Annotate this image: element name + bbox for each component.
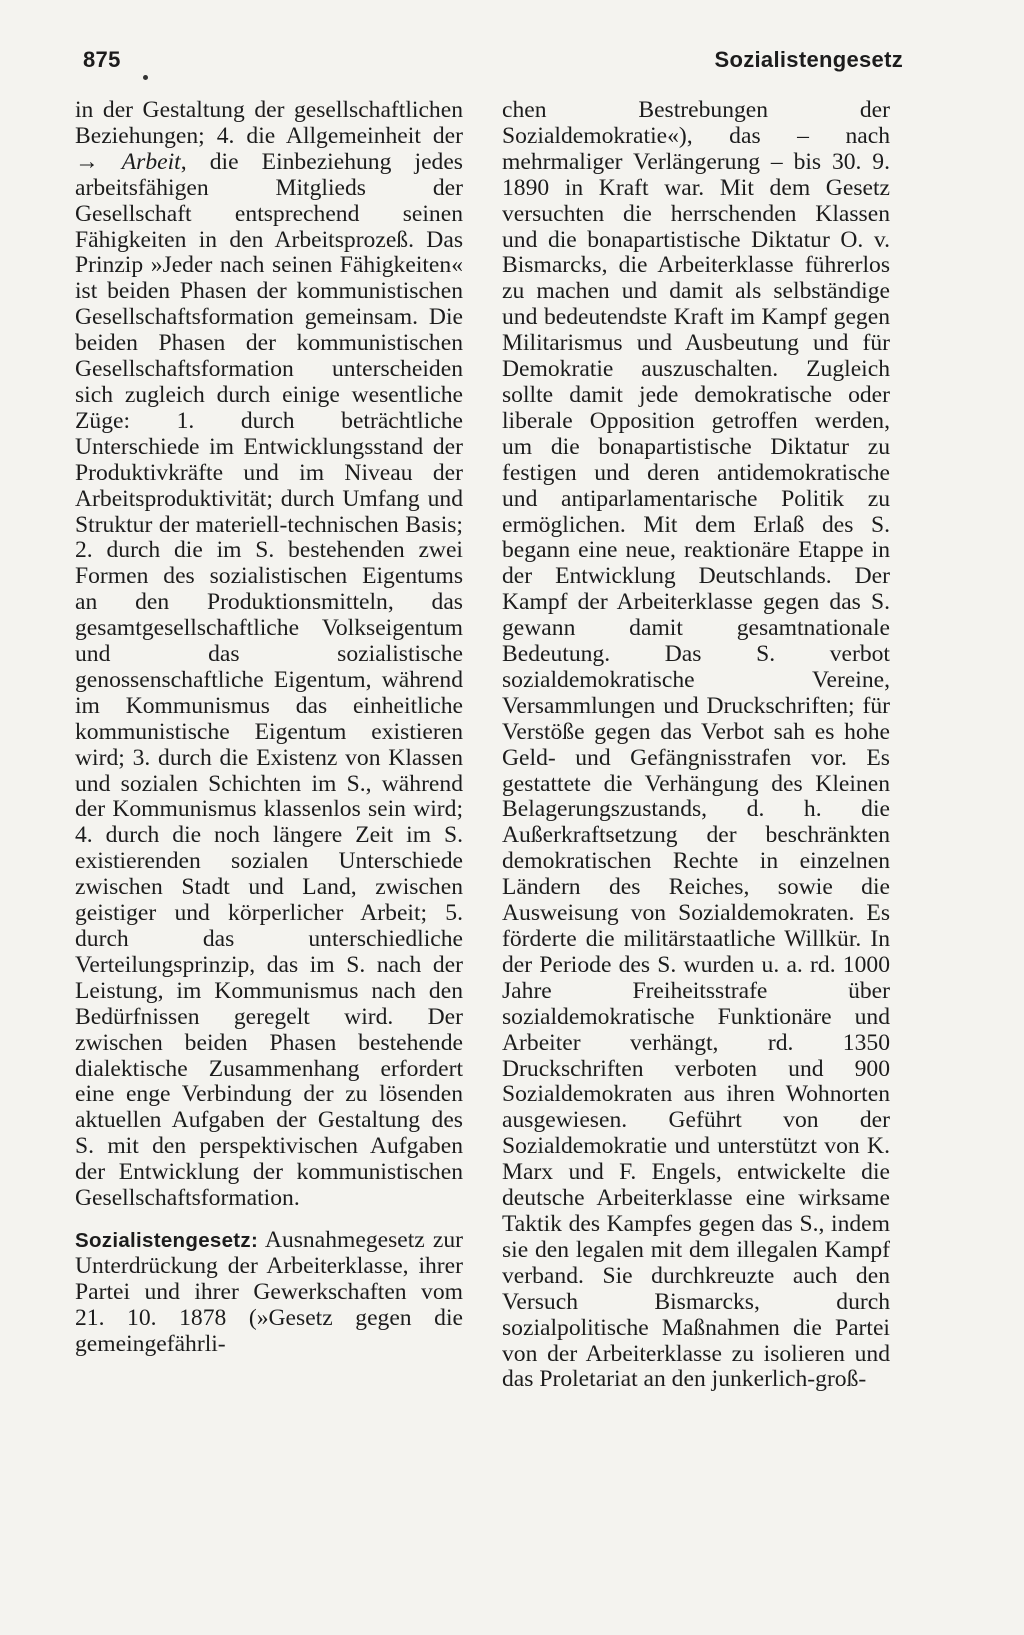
- cross-reference-arrow: →: [75, 148, 99, 175]
- running-title: Sozialistengesetz: [714, 47, 903, 72]
- entry-headword: Sozialistengesetz:: [75, 1228, 259, 1252]
- dictionary-entry: [75, 1228, 463, 1358]
- page-number: 875: [83, 47, 121, 72]
- entry-text: Ausnahmegesetz zur Unterdrückung der Arbeiterklasse, ihrer Partei und ihrer Gewerkschaften vom 21. 10. 1878 (»Gesetz gegen die gemeingefährli-: [75, 1226, 463, 1357]
- left-column: [75, 98, 463, 1358]
- right-column: [502, 98, 890, 1393]
- ink-speck: [143, 75, 148, 80]
- paragraph-text: , die Einbeziehung jedes arbeitsfähigen Mitglieds der Gesellschaft entsprechend seinen Fähigkeiten in den Arbeitsprozeß. Das Prinzip »Jeder nach seinen Fähigkeiten« ist beiden Phasen der kommunistischen Gesellschaftsformation gemeinsam. Die beiden Phasen der kommunistischen Gesellschaftsformation unterscheiden sich zugleich durch einige wesentliche Züge: 1. durch beträchtliche Unterschiede im Entwicklungsstand der Produktivkräfte und im Niveau der Arbeitsproduktivität; durch Umfang und Struktur der materiell-technischen Basis; 2. durch die im S. bestehenden zwei Formen des sozialistischen Eigentums an den Produktionsmitteln, das gesamtgesellschaftliche Volkseigentum und das sozialistische genossenschaftliche Eigentum, während im Kommunismus das einheitliche kommunistische Eigentum existieren wird; 3. durch die Existenz von Klassen und sozialen Schichten im S., während der Kommunismus klassenlos sein wird; 4. durch die noch längere Zeit im S. existierenden sozialen Unterschiede zwischen Stadt und Land, zwischen geistiger und körperlicher Arbeit; 5. durch das unterschiedliche Verteilungsprinzip, das im S. nach der Leistung, im Kommunismus nach den Bedürfnissen geregelt wird. Der zwischen beiden Phasen bestehende dialektische Zusammenhang erfordert eine enge Verbindung der zu lösenden aktuellen Aufgaben der Gestaltung des S. mit den perspektivischen Aufgaben der Entwicklung der kommunistischen Gesellschaftsformation.: [75, 148, 463, 1212]
- paragraph-text: in der Gestaltung der gesellschaftlichen Beziehungen; 4. die Allgemeinheit der: [75, 97, 463, 149]
- body-paragraph: [75, 98, 463, 1212]
- cross-reference-link[interactable]: Arbeit: [121, 148, 181, 175]
- body-paragraph: chen Bestrebungen der Sozialdemokratie«), das – nach mehrmaliger Verlängerung – bis 30. 9. 1890 in Kraft war. Mit dem Gesetz versuchten die herrschenden Klassen und die bonapartistische Diktatur O. v. Bismarcks, die Arbeiterklasse führerlos zu machen und damit als selbständige und bedeutendste Kraft im Kampf gegen Militarismus und Ausbeutung und für Demokratie auszuschalten. Zugleich sollte damit jede demokratische oder liberale Opposition getroffen werden, um die bonapartistische Diktatur zu festigen und deren antidemokratische und antiparlamentarische Politik zu ermöglichen. Mit dem Erlaß des S. begann eine neue, reaktionäre Etappe in der Entwicklung Deutschlands. Der Kampf der Arbeiterklasse gegen das S. gewann damit gesamtnationale Bedeutung. Das S. verbot sozialdemokratische Vereine, Versammlungen und Druckschriften; für Verstöße gegen das Verbot sah es hohe Geld- und Gefängnisstrafen vor. Es gestattete die Verhängung des Kleinen Belagerungszustands, d. h. die Außerkraftsetzung der beschränkten demokratischen Rechte in einzelnen Ländern des Reiches, sowie die Ausweisung von Sozialdemokraten. Es förderte die militärstaatliche Willkür. In der Periode des S. wurden u. a. rd. 1000 Jahre Freiheitsstrafe über sozialdemokratische Funktionäre und Arbeiter verhängt, rd. 1350 Druckschriften verboten und 900 Sozialdemokraten aus ihren Wohnorten ausgewiesen. Geführt von der Sozialdemokratie und unterstützt von K. Marx und F. Engels, entwickelte die deutsche Arbeiterklasse eine wirksame Taktik des Kampfes gegen das S., indem sie den legalen mit dem illegalen Kampf verband. Sie durchkreuzte auch den Versuch Bismarcks, durch sozialpolitische Maßnahmen die Partei von der Arbeiterklasse zu isolieren und das Proletariat an den junkerlich-groß-: [502, 97, 890, 1393]
